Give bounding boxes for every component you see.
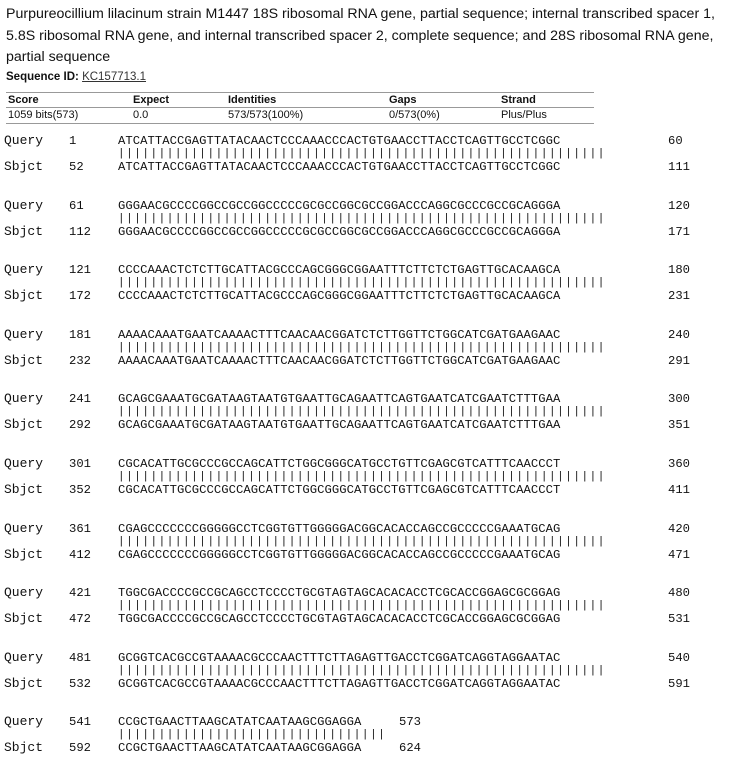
query-start: 541 xyxy=(69,715,91,730)
alignment-stats-table xyxy=(6,92,594,124)
query-end: 120 xyxy=(668,198,690,213)
subject-sequence: CGAGCCCCCCCGGGGGCCTCGGTGTTGGGGGACGGCACACCAGCCGCCCCCGAAATGCAG xyxy=(118,547,561,562)
query-start: 61 xyxy=(69,198,84,213)
subject-start: 592 xyxy=(69,741,91,756)
subject-label: Sbjct xyxy=(4,675,44,691)
query-sequence: CGAGCCCCCCCGGGGGCCTCGGTGTTGGGGGACGGCACACCAGCCGCCCCCGAAATGCAG xyxy=(118,521,561,536)
identities-value: 573/573(100%) xyxy=(228,109,304,121)
subject-sequence: CCGCTGAACTTAAGCATATCAATAAGCGGAGGA xyxy=(118,741,362,756)
subject-sequence: CCCCAAACTCTCTTGCATTACGCCCAGCGGGCGGAATTTCTTCTCTGAGTTGCACAAGCA xyxy=(118,289,561,304)
query-label: Query xyxy=(4,262,44,278)
match-bars: |||||||||||||||||||||||||||||||||||||||||||||||||||||||||||| xyxy=(118,664,606,677)
query-label: Query xyxy=(4,585,44,601)
subject-label: Sbjct xyxy=(4,546,44,562)
subject-label: Sbjct xyxy=(4,740,44,756)
subject-end: 531 xyxy=(668,612,690,627)
subject-label: Sbjct xyxy=(4,417,44,433)
subject-label: Sbjct xyxy=(4,159,44,174)
alignment-block xyxy=(4,585,734,650)
subject-start: 412 xyxy=(69,547,91,562)
query-end: 420 xyxy=(668,521,690,536)
match-bars: |||||||||||||||||||||||||||||||||||||||||||||||||||||||||||| xyxy=(118,406,606,419)
match-bars: |||||||||||||||||||||||||||||||||||||||||||||||||||||||||||| xyxy=(118,148,606,160)
match-bars: |||||||||||||||||||||||||||||||||||||||||||||||||||||||||||| xyxy=(118,535,606,548)
subject-sequence: ATCATTACCGAGTTATACAACTCCCAAACCCACTGTGAACCTTACCTCAGTTGCCTCGGC xyxy=(118,160,561,174)
subject-end: 624 xyxy=(399,741,421,756)
match-bars: |||||||||||||||||||||||||||||||||||||||||||||||||||||||||||| xyxy=(118,341,606,354)
query-sequence: GCGGTCACGCCGTAAAACGCCCAACTTTCTTAGAGTTGACCTCGGATCAGGTAGGAATAC xyxy=(118,650,561,665)
alignment-block xyxy=(4,327,734,392)
query-label: Query xyxy=(4,520,44,536)
subject-end: 171 xyxy=(668,224,690,239)
identities-header: Identities xyxy=(228,94,277,106)
subject-end: 111 xyxy=(668,160,690,174)
alignment-block xyxy=(4,198,734,263)
subject-sequence: TGGCGACCCCGCCGCAGCCTCCCCTGCGTAGTAGCACACACCTCGCACCGGAGCGCGGAG xyxy=(118,612,561,627)
subject-start: 472 xyxy=(69,612,91,627)
expect-header: Expect xyxy=(133,94,170,106)
match-bars: |||||||||||||||||||||||||||||||||||||||||||||||||||||||||||| xyxy=(118,470,606,483)
score-header: Score xyxy=(8,94,39,106)
sequence-id-link[interactable]: KC157713.1 xyxy=(82,71,147,83)
score-value: 1059 bits(573) xyxy=(8,109,79,121)
subject-start: 352 xyxy=(69,482,91,497)
subject-end: 411 xyxy=(668,482,690,497)
alignment-block xyxy=(4,714,734,779)
subject-end: 591 xyxy=(668,676,690,691)
alignment-block xyxy=(4,521,734,586)
match-bars: ||||||||||||||||||||||||||||||||| xyxy=(118,729,387,742)
alignment-block xyxy=(4,133,734,198)
subject-label: Sbjct xyxy=(4,352,44,368)
subject-start: 532 xyxy=(69,676,91,691)
alignment-block xyxy=(4,650,734,715)
match-bars: |||||||||||||||||||||||||||||||||||||||||||||||||||||||||||| xyxy=(118,600,606,613)
subject-sequence: AAAACAAATGAATCAAAACTTTCAACAACGGATCTCTTGGTTCTGGCATCGATGAAGAAC xyxy=(118,353,561,368)
strand-header: Strand xyxy=(501,94,536,106)
subject-sequence: GCAGCGAAATGCGATAAGTAATGTGAATTGCAGAATTCAGTGAATCATCGAATCTTTGAA xyxy=(118,418,561,433)
query-end: 573 xyxy=(399,715,421,730)
query-start: 421 xyxy=(69,586,91,601)
query-sequence: GCAGCGAAATGCGATAAGTAATGTGAATTGCAGAATTCAGTGAATCATCGAATCTTTGAA xyxy=(118,392,561,407)
alignment-block xyxy=(4,391,734,456)
subject-start: 52 xyxy=(69,160,84,174)
sequence-id-label: Sequence ID: xyxy=(6,71,79,83)
query-label: Query xyxy=(4,133,44,148)
gaps-header: Gaps xyxy=(389,94,417,106)
query-start: 481 xyxy=(69,650,91,665)
query-sequence: ATCATTACCGAGTTATACAACTCCCAAACCCACTGTGAACCTTACCTCAGTTGCCTCGGC xyxy=(118,134,561,148)
sequence-alignment xyxy=(4,133,734,779)
subject-start: 112 xyxy=(69,224,91,239)
query-label: Query xyxy=(4,391,44,407)
query-end: 300 xyxy=(668,392,690,407)
query-end: 180 xyxy=(668,263,690,278)
query-end: 360 xyxy=(668,456,690,471)
query-start: 181 xyxy=(69,327,91,342)
query-end: 60 xyxy=(668,134,683,148)
query-end: 540 xyxy=(668,650,690,665)
subject-start: 172 xyxy=(69,289,91,304)
query-start: 121 xyxy=(69,263,91,278)
query-label: Query xyxy=(4,714,44,730)
subject-sequence: GCGGTCACGCCGTAAAACGCCCAACTTTCTTAGAGTTGACCTCGGATCAGGTAGGAATAC xyxy=(118,676,561,691)
alignment-block xyxy=(4,456,734,521)
subject-label: Sbjct xyxy=(4,611,44,627)
query-label: Query xyxy=(4,649,44,665)
subject-label: Sbjct xyxy=(4,288,44,304)
subject-label: Sbjct xyxy=(4,223,44,239)
stats-value-row xyxy=(6,107,594,124)
query-sequence: AAAACAAATGAATCAAAACTTTCAACAACGGATCTCTTGGTTCTGGCATCGATGAAGAAC xyxy=(118,327,561,342)
query-sequence: CCCCAAACTCTCTTGCATTACGCCCAGCGGGCGGAATTTCTTCTCTGAGTTGCACAAGCA xyxy=(118,263,561,278)
query-start: 301 xyxy=(69,456,91,471)
subject-label: Sbjct xyxy=(4,481,44,497)
sequence-title: Purpureocillium lilacinum strain M1447 18S ribosomal RNA gene, partial sequence; internal transcribed spacer 1, 5.8S ribosomal RNA gene, and internal transcribed spacer 2, complete sequence; and 28S ribosomal RNA gene, partial sequence xyxy=(6,6,715,65)
query-label: Query xyxy=(4,197,44,213)
subject-sequence: CGCACATTGCGCCCGCCAGCATTCTGGCGGGCATGCCTGTTCGAGCGTCATTTCAACCCT xyxy=(118,482,561,497)
query-sequence: GGGAACGCCCCGGCCGCCGGCCCCCGCGCCGGCGCCGGACCCAGGCGCCCGCCGCAGGGA xyxy=(118,198,561,213)
query-sequence: TGGCGACCCCGCCGCAGCCTCCCCTGCGTAGTAGCACACACCTCGCACCGGAGCGCGGAG xyxy=(118,586,561,601)
query-sequence: CCGCTGAACTTAAGCATATCAATAAGCGGAGGA xyxy=(118,715,362,730)
match-bars: |||||||||||||||||||||||||||||||||||||||||||||||||||||||||||| xyxy=(118,212,606,225)
query-start: 1 xyxy=(69,134,77,148)
subject-start: 232 xyxy=(69,353,91,368)
subject-end: 351 xyxy=(668,418,690,433)
expect-value: 0.0 xyxy=(133,109,149,121)
subject-sequence: GGGAACGCCCCGGCCGCCGGCCCCCGCGCCGGCGCCGGACCCAGGCGCCCGCCGCAGGGA xyxy=(118,224,561,239)
query-end: 480 xyxy=(668,586,690,601)
gaps-value: 0/573(0%) xyxy=(389,109,440,121)
match-bars: |||||||||||||||||||||||||||||||||||||||||||||||||||||||||||| xyxy=(118,277,606,290)
subject-end: 471 xyxy=(668,547,690,562)
query-label: Query xyxy=(4,455,44,471)
query-label: Query xyxy=(4,326,44,342)
strand-value: Plus/Plus xyxy=(501,109,547,121)
query-start: 361 xyxy=(69,521,91,536)
query-end: 240 xyxy=(668,327,690,342)
query-start: 241 xyxy=(69,392,91,407)
alignment-block xyxy=(4,262,734,327)
subject-end: 291 xyxy=(668,353,690,368)
subject-start: 292 xyxy=(69,418,91,433)
query-sequence: CGCACATTGCGCCCGCCAGCATTCTGGCGGGCATGCCTGTTCGAGCGTCATTTCAACCCT xyxy=(118,456,561,471)
stats-header-row xyxy=(6,92,594,107)
sequence-id-row xyxy=(6,71,146,83)
subject-end: 231 xyxy=(668,289,690,304)
